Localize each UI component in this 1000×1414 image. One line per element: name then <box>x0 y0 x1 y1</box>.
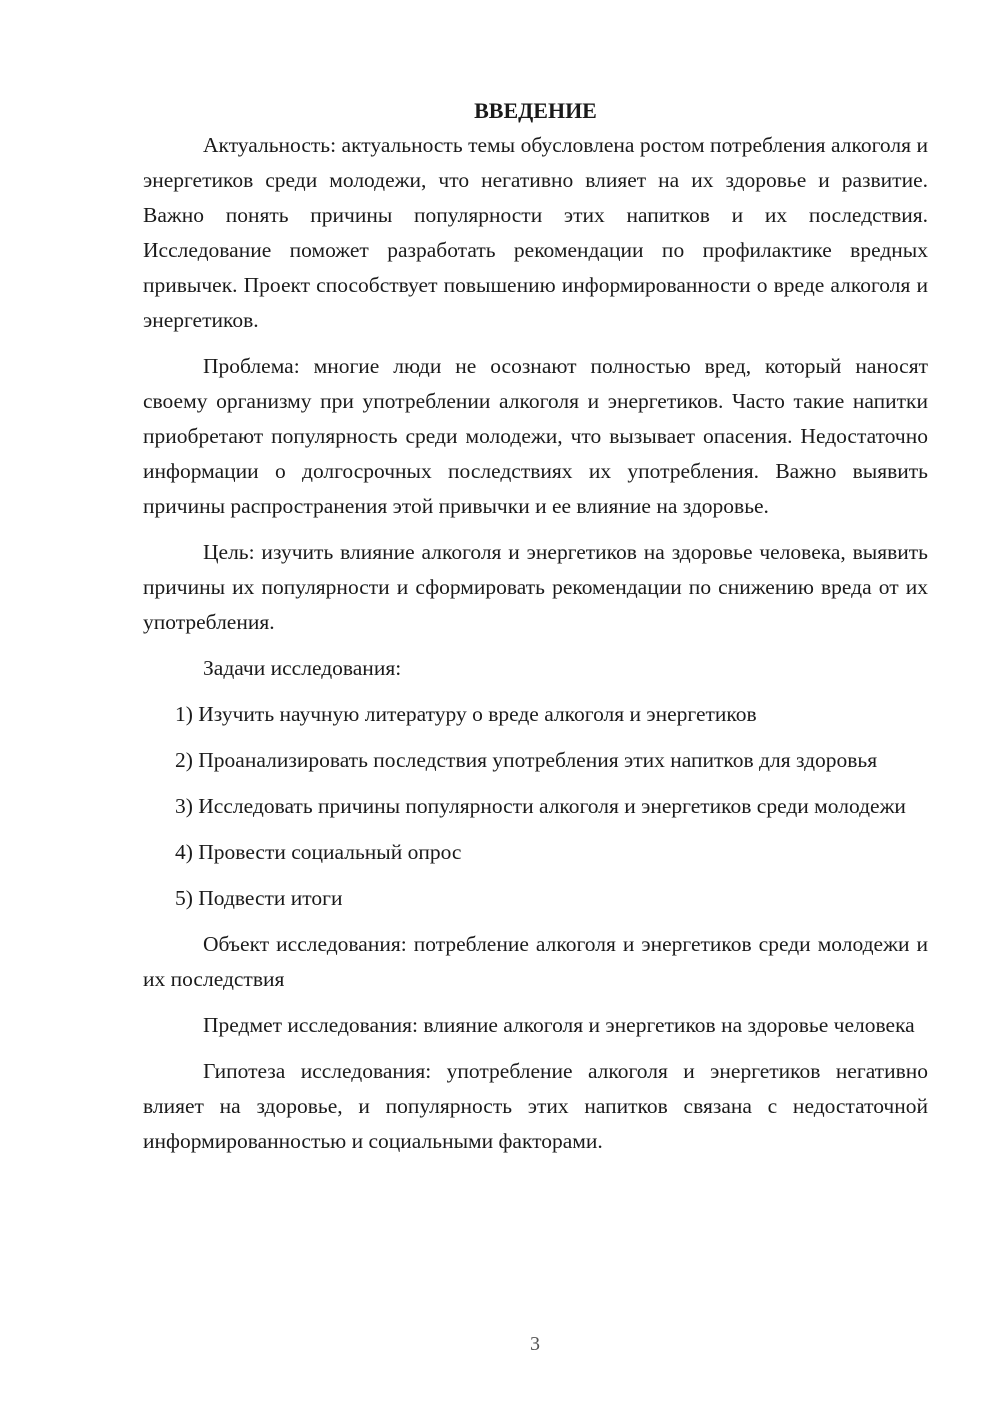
task-item: 5) Подвести итоги <box>175 886 343 910</box>
object-paragraph: Объект исследования: потребление алкоголя и энергетиков среди молодежи и их последствия <box>143 932 928 991</box>
task-item: 1) Изучить научную литературу о вреде алкоголя и энергетиков <box>175 702 757 726</box>
subject-paragraph: Предмет исследования: влияние алкоголя и энергетиков на здоровье человека <box>203 1013 915 1037</box>
goal-paragraph: Цель: изучить влияние алкоголя и энергетиков на здоровье человека, выявить причины их популярности и сформировать рекомендации по снижению вреда от их употребления. <box>143 540 928 634</box>
task-item: 4) Провести социальный опрос <box>175 840 462 864</box>
task-item: 2) Проанализировать последствия употребления этих напитков для здоровья <box>175 748 878 772</box>
document-page <box>143 93 928 1159</box>
task-item: 3) Исследовать причины популярности алкоголя и энергетиков среди молодежи <box>175 794 906 818</box>
section-title: ВВЕДЕНИЕ <box>474 98 597 123</box>
hypothesis-paragraph: Гипотеза исследования: употребление алкоголя и энергетиков негативно влияет на здоровье, и популярность этих напитков связана с недостаточной информированностью и социальными факторами. <box>143 1059 928 1153</box>
problem-paragraph: Проблема: многие люди не осознают полностью вред, который наносят своему организму при употреблении алкоголя и энергетиков. Часто такие напитки приобретают популярность среди молодежи, что вызывает опасения. Недостаточно информации о долгосрочных последствиях их употребления. Важно выявить причины распространения этой привычки и ее влияние на здоровье. <box>143 354 928 518</box>
tasks-list <box>143 697 928 916</box>
tasks-heading: Задачи исследования: <box>203 656 402 680</box>
relevance-paragraph: Актуальность: актуальность темы обусловлена ростом потребления алкоголя и энергетиков среди молодежи, что негативно влияет на их здоровье и развитие. Важно понять причины популярности этих напитков и их последствия. Исследование поможет разработать рекомендации по профилактике вредных привычек. Проект способствует повышению информированности о вреде алкоголя и энергетиков. <box>143 133 928 332</box>
page-number: 3 <box>530 1333 540 1355</box>
